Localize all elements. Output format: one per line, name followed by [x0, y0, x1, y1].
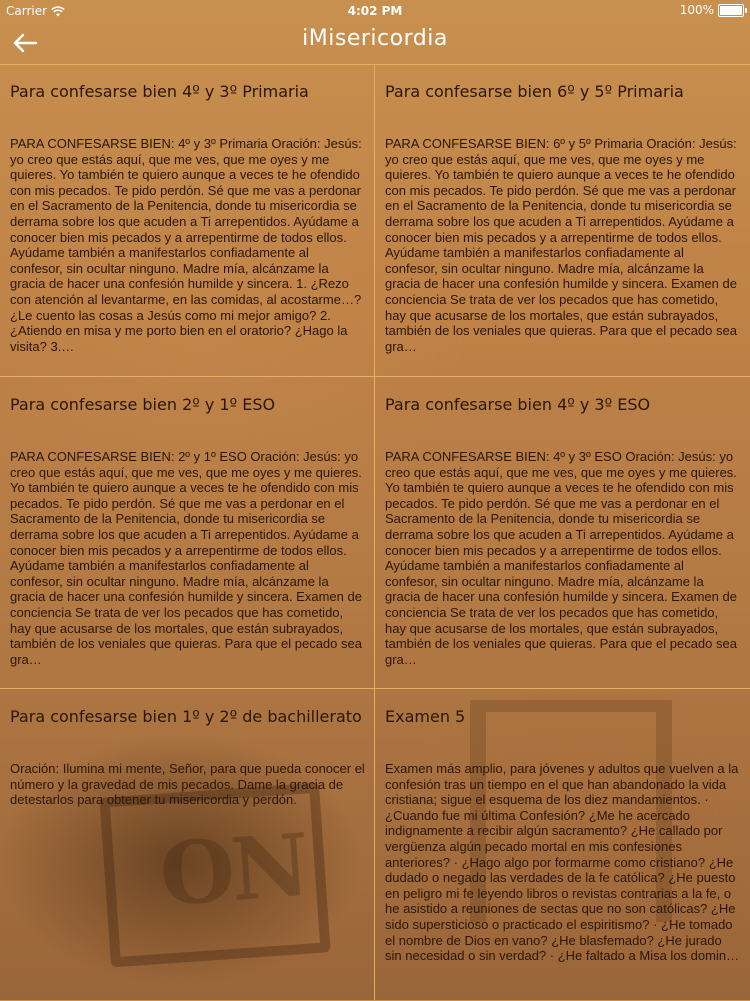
status-right — [680, 3, 744, 17]
battery-icon — [718, 4, 744, 17]
card-title: Para confesarse bien 1º y 2º de bachillerato — [10, 707, 362, 726]
card-title: Para confesarse bien 2º y 1º ESO — [10, 395, 276, 414]
background-sign-lettering: ON — [156, 815, 309, 926]
card-body: Examen más amplio, para jóvenes y adultos que vuelven a la confesión tras un tiempo en el que han abandonado la vida cristiana; sigue el esquema de los diez mandamientos. · ¿Cuando fue mi última Confesión? ¿Me he acercado indignamente a recibir algún sacramento? ¿He callado por vergüenza algún pecado mortal en mis confesiones anteriores? · ¿Hago algo por formarme como cristiano? ¿He dudado o negado las verdades de la fe católica? ¿He puesto en peligro mi fe leyendo libros o revistas contrarias a la fe, o he asistido a reuniones de sectas que no son católicas? ¿He sido supersticioso o practicado el espiritismo? · ¿He tomado el nombre de Dios en vano? ¿He blasfemado? ¿He jurado sin necesidad o sin verdad? · ¿He faltado a Misa los domin… — [385, 761, 740, 964]
card-grid — [0, 64, 750, 1000]
navigation-bar — [0, 22, 750, 64]
card-confesarse-2-1-eso[interactable] — [0, 377, 375, 689]
card-examen-5[interactable] — [375, 689, 750, 1001]
card-confesarse-4-3-eso[interactable] — [375, 377, 750, 689]
card-confesarse-6-5-primaria[interactable] — [375, 64, 750, 376]
card-confesarse-4-3-primaria[interactable] — [0, 64, 375, 376]
card-body: Oración: Ilumina mi mente, Señor, para que pueda conocer el número y la gravedad de mis pecados. Dame la gracia de detestarlos para obtener tu misericordia y perdón. — [10, 761, 365, 808]
card-body: PARA CONFESARSE BIEN: 6º y 5º Primaria Oración: Jesús: yo creo que estás aquí, que me ves, que me oyes y me quieres. Yo también te quiero aunque a veces te he ofendido con mis pecados. Te pido perdón. Sé que me vas a perdonar en el Sacramento de la Penitencia, donde tu misericordia se derrama sobre los que acuden a Ti arrepentidos. Ayúdame a conocer bien mis pecados y a arrepentirme de todos ellos. Ayúdame también a manifestarlos confiadamente al confesor, sin ocultar ninguno. Madre mía, alcánzame la gracia de hacer una confesión humilde y sincera. Examen de conciencia Se trata de ver los pecados que has cometido, hay que acusarse de los mortales, que están subrayados, también de los veniales que quieras. Para que el pecado sea gra… — [385, 136, 737, 354]
card-title: Para confesarse bien 4º y 3º ESO — [385, 395, 651, 414]
battery-percent: 100% — [679, 3, 714, 17]
card-body: PARA CONFESARSE BIEN: 2º y 1º ESO Oración: Jesús: yo creo que estás aquí, que me ves, que me oyes y me quieres. Yo también te quiero aunque a veces te he ofendido con mis pecados. Te pido perdón. Sé que me vas a perdonar en el Sacramento de la Penitencia, donde tu misericordia se derrama sobre los que acuden a Ti arrepentidos. Ayúdame a conocer bien mis pecados y a arrepentirme de todos ellos. Ayúdame también a manifestarlos confiadamente al confesor, sin ocultar ninguno. Madre mía, alcánzame la gracia de hacer una confesión humilde y sincera. Examen de conciencia Se trata de ver los pecados que has cometido, hay que acusarse de los mortales, que están subrayados, también de los veniales que quieras. Para que el pecado sea gra… — [10, 449, 362, 667]
card-title: Examen 5 — [385, 707, 466, 726]
card-body: PARA CONFESARSE BIEN: 4º y 3º Primaria Oración: Jesús: yo creo que estás aquí, que me ves, que me oyes y me quieres. Yo también te quiero aunque a veces te he ofendido con mis pecados. Te pido perdón. Sé que me vas a perdonar en el Sacramento de la Penitencia, donde tu misericordia se derrama sobre los que acuden a Ti arrepentidos. Ayúdame a conocer bien mis pecados y a arrepentirme de todos ellos. Ayúdame también a manifestarlos confiadamente al confesor, sin ocultar ninguno. Madre mía, alcánzame la gracia de hacer una confesión humilde y sincera. 1. ¿Rezo con atención al levantarme, en las comidas, al acostarme…? ¿Le cuento las cosas a Jesús como mi mejor amigo? 2. ¿Atiendo en misa y me porto bien en el oratorio? ¿Hago la visita? 3.… — [10, 136, 362, 354]
card-body: PARA CONFESARSE BIEN: 4º y 3º ESO Oración: Jesús: yo creo que estás aquí, que me ves, que me oyes y me quieres. Yo también te quiero aunque a veces te he ofendido con mis pecados. Te pido perdón. Sé que me vas a perdonar en el Sacramento de la Penitencia, donde tu misericordia se derrama sobre los que acuden a Ti arrepentidos. Ayúdame a conocer bien mis pecados y a arrepentirme de todos ellos. Ayúdame también a manifestarlos confiadamente al confesor, sin ocultar ninguno. Madre mía, alcánzame la gracia de hacer una confesión humilde y sincera. Examen de conciencia Se trata de ver los pecados que has cometido, hay que acusarse de los mortales, que están subrayados, también de los veniales que quieras. Para que el pecado sea gra… — [385, 449, 737, 667]
nav-title: iMisericordia — [302, 26, 448, 51]
card-title: Para confesarse bien 6º y 5º Primaria — [385, 82, 684, 101]
status-bar — [0, 0, 750, 22]
card-title: Para confesarse bien 4º y 3º Primaria — [10, 82, 309, 101]
carrier-label: Carrier — [6, 4, 48, 18]
battery-fill — [720, 6, 742, 15]
card-confesarse-bachillerato[interactable] — [0, 689, 375, 1001]
status-time: 4:02 PM — [347, 4, 403, 18]
